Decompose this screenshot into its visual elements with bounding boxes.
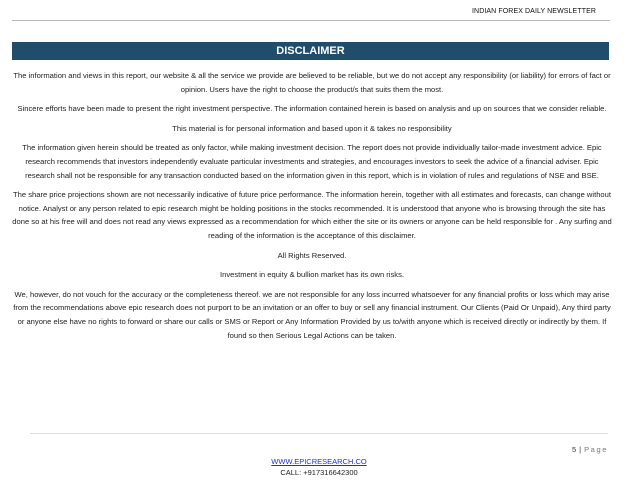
disclaimer-body [12, 69, 612, 348]
disclaimer-paragraph-reliability: The information and views in this report, our website & all the service we provide are believed to be reliable, but we do not accept any responsibility (or liability) for errors of fact or opinion. Users have the right to choose the product/s that suits them the most. [13, 71, 611, 94]
call-number: CALL: +917316642300 [280, 468, 358, 477]
page-number-separator: | [579, 445, 582, 454]
disclaimer-paragraph-risks: Investment in equity & bullion market has its own risks. [219, 270, 404, 280]
disclaimer-paragraph-personal-info: This material is for personal information and based upon it & takes no responsibility [172, 123, 452, 133]
disclaimer-paragraph-efforts: Sincere efforts have been made to present the right investment perspective. The information contained herein is based on analysis and up on sources that we consider reliable. [17, 104, 607, 114]
page-number [572, 445, 608, 454]
newsletter-header-title: INDIAN FOREX DAILY NEWSLETTER [472, 8, 596, 15]
page-word: Page [584, 445, 608, 454]
disclaimer-paragraph-projections: The share price projections shown are not necessarily indicative of future price performance. The information herein, together with all estimates and forecasts, can change without notice. Analyst or any person related to epic research might be holding positions in the stocks recommended. It is understood that anyone who is browsing through the site has done so at his free will and does not read any views expressed as a recommendation for which either the site or its owners or anyone can be held responsible for . Any surfing and reading of the information is the acceptance of this disclaimer. [12, 190, 612, 240]
page-number-value: 5 [571, 445, 577, 454]
disclaimer-paragraph-accuracy: We, however, do not vouch for the accuracy or the completeness thereof. we are not responsible for any loss incurred whatsoever for any financial profits or loss which may arise from the recommendations above epic research does not purport to be an invitation or an offer to buy or sell any financial instrument. Our Clients (Paid Or Unpaid), Any third party or anyone else have no rights to forward or share our calls or SMS or Report or Any Information Provided by us to/with anyone which is received directly or indirectly by them. If found so then Serious Legal Actions can be taken. [13, 289, 611, 340]
disclaimer-banner: DISCLAIMER [12, 42, 609, 60]
disclaimer-paragraph-rights: All Rights Reserved. [277, 250, 347, 260]
header-divider [12, 20, 610, 21]
website-link[interactable]: WWW.EPICRESEARCH.CO [271, 457, 367, 466]
footer-divider [30, 433, 608, 434]
disclaimer-paragraph-investment-advice: The information given herein should be treated as only factor, while making investment decision. The report does not provide individually tailor-made investment advice. Epic research recommends that investors independently evaluate particular investments and strategies, and encourages investors to seek the advice of a financial adviser. Epic research shall not be responsible for any transaction conducted based on the information given in this report, which is in violation of rules and regulations of NSE and BSE. [22, 143, 602, 180]
